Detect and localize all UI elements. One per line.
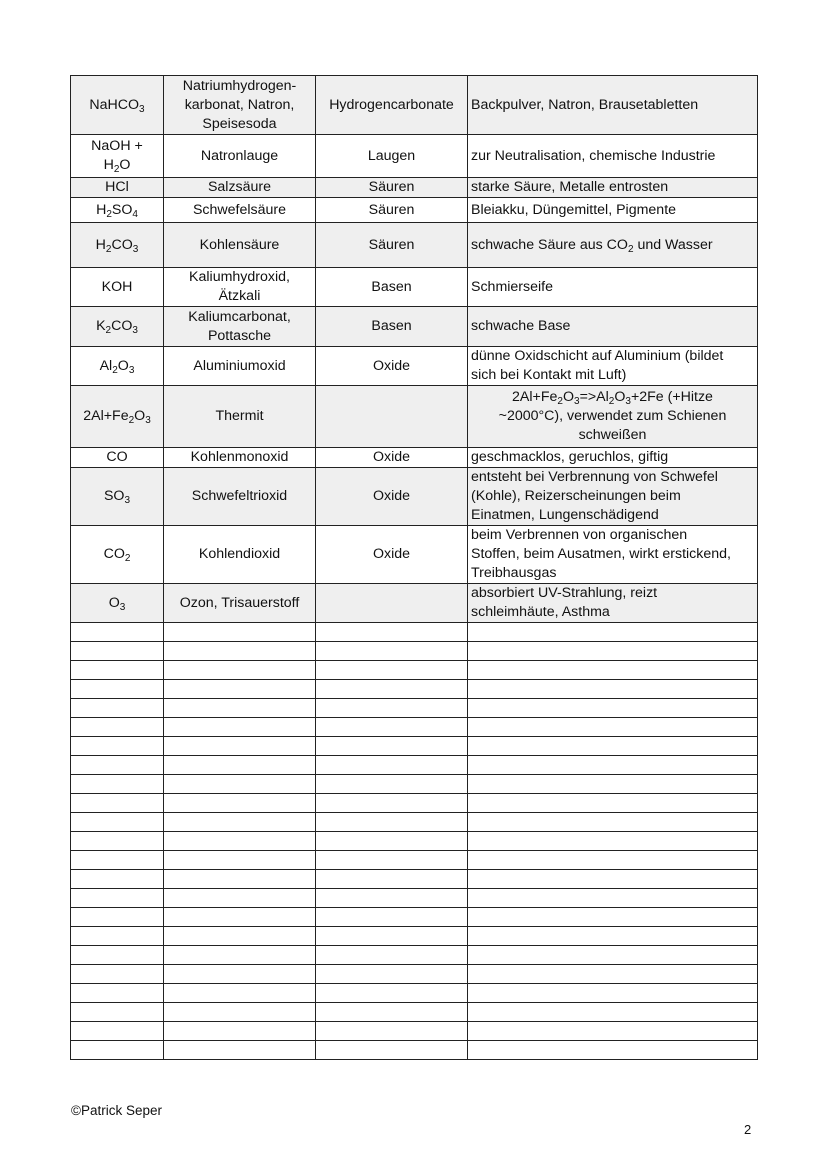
- empty-cell: [316, 794, 468, 813]
- table-row: [71, 526, 758, 584]
- class-cell: Oxide: [316, 526, 468, 584]
- copyright-footer: ©Patrick Seper: [71, 1103, 162, 1118]
- formula-cell: $H_2CO_3$: [71, 223, 164, 268]
- empty-cell: [468, 965, 758, 984]
- empty-table-row: [71, 908, 758, 927]
- empty-cell: [71, 680, 164, 699]
- class-cell: Oxide: [316, 347, 468, 386]
- empty-table-row: [71, 737, 758, 756]
- class-cell: Laugen: [316, 135, 468, 178]
- name-cell: Kohlenmonoxid: [164, 448, 316, 468]
- empty-cell: [468, 775, 758, 794]
- empty-table-row: [71, 718, 758, 737]
- formula-cell: $K_2CO_3$: [71, 307, 164, 347]
- empty-cell: [71, 642, 164, 661]
- empty-cell: [164, 642, 316, 661]
- empty-cell: [316, 908, 468, 927]
- name-cell: Schwefelsäure: [164, 198, 316, 223]
- formula-cell: $SO_3$: [71, 468, 164, 526]
- name-cell: Kaliumhydroxid, Ätzkali: [164, 268, 316, 307]
- empty-cell: [468, 1041, 758, 1060]
- empty-cell: [316, 927, 468, 946]
- empty-table-row: [71, 642, 758, 661]
- empty-cell: [316, 737, 468, 756]
- empty-table-row: [71, 680, 758, 699]
- empty-cell: [468, 642, 758, 661]
- table-row: [71, 198, 758, 223]
- empty-cell: [316, 889, 468, 908]
- empty-cell: [316, 680, 468, 699]
- empty-cell: [71, 794, 164, 813]
- empty-cell: [164, 965, 316, 984]
- empty-table-row: [71, 1003, 758, 1022]
- empty-cell: [468, 984, 758, 1003]
- empty-cell: [71, 1022, 164, 1041]
- empty-cell: [468, 908, 758, 927]
- empty-cell: [316, 661, 468, 680]
- empty-cell: [468, 927, 758, 946]
- empty-cell: [316, 756, 468, 775]
- empty-table-row: [71, 1022, 758, 1041]
- empty-cell: [316, 699, 468, 718]
- empty-cell: [316, 623, 468, 642]
- table-row: [71, 223, 758, 268]
- empty-table-row: [71, 870, 758, 889]
- empty-cell: [316, 813, 468, 832]
- class-cell: [316, 386, 468, 448]
- class-cell: Oxide: [316, 448, 468, 468]
- class-cell: Säuren: [316, 198, 468, 223]
- formula-cell: HCl: [71, 178, 164, 198]
- class-cell: Oxide: [316, 468, 468, 526]
- empty-cell: [71, 965, 164, 984]
- empty-cell: [468, 813, 758, 832]
- use-cell: $2Al+Fe_2O_3=>Al_2O_3+2Fe$ (+Hitze ~2000°C), verwendet zum Schienen schweißen: [468, 386, 758, 448]
- empty-cell: [71, 699, 164, 718]
- empty-cell: [468, 946, 758, 965]
- empty-cell: [164, 775, 316, 794]
- empty-table-row: [71, 889, 758, 908]
- table-row: [71, 268, 758, 307]
- empty-cell: [71, 984, 164, 1003]
- empty-cell: [468, 623, 758, 642]
- empty-cell: [164, 984, 316, 1003]
- empty-cell: [71, 870, 164, 889]
- empty-cell: [164, 794, 316, 813]
- formula-cell: CO: [71, 448, 164, 468]
- name-cell: Schwefeltrioxid: [164, 468, 316, 526]
- table-row: [71, 386, 758, 448]
- empty-cell: [164, 756, 316, 775]
- use-cell: dünne Oxidschicht auf Aluminium (bildet sich bei Kontakt mit Luft): [468, 347, 758, 386]
- empty-cell: [468, 756, 758, 775]
- name-cell: Thermit: [164, 386, 316, 448]
- name-cell: Kohlensäure: [164, 223, 316, 268]
- empty-table-row: [71, 756, 758, 775]
- table-row: [71, 76, 758, 135]
- formula-cell: $H_2SO_4$: [71, 198, 164, 223]
- empty-cell: [71, 927, 164, 946]
- empty-cell: [316, 1003, 468, 1022]
- empty-cell: [71, 832, 164, 851]
- empty-cell: [164, 680, 316, 699]
- formula-cell: $Al_2O_3$: [71, 347, 164, 386]
- empty-cell: [316, 1041, 468, 1060]
- table-row: [71, 448, 758, 468]
- name-cell: Kaliumcarbonat, Pottasche: [164, 307, 316, 347]
- empty-cell: [71, 1041, 164, 1060]
- formula-cell: NaHCO$_3$: [71, 76, 164, 135]
- empty-cell: [316, 642, 468, 661]
- empty-cell: [164, 1003, 316, 1022]
- empty-cell: [316, 1022, 468, 1041]
- empty-cell: [468, 1003, 758, 1022]
- empty-cell: [71, 737, 164, 756]
- empty-cell: [468, 889, 758, 908]
- class-cell: Säuren: [316, 223, 468, 268]
- empty-cell: [468, 680, 758, 699]
- empty-cell: [468, 851, 758, 870]
- formula-cell: NaOH + $H_2O$: [71, 135, 164, 178]
- use-cell: schwache Säure aus $CO_2$ und Wasser: [468, 223, 758, 268]
- empty-cell: [164, 908, 316, 927]
- empty-table-row: [71, 661, 758, 680]
- use-cell: starke Säure, Metalle entrosten: [468, 178, 758, 198]
- empty-cell: [71, 775, 164, 794]
- empty-cell: [71, 623, 164, 642]
- use-cell: beim Verbrennen von organischen Stoffen, beim Ausatmen, wirkt erstickend, Treibhausgas: [468, 526, 758, 584]
- table-row: [71, 468, 758, 526]
- use-cell: schwache Base: [468, 307, 758, 347]
- use-cell: Backpulver, Natron, Brausetabletten: [468, 76, 758, 135]
- table-row: [71, 584, 758, 623]
- name-cell: Kohlendioxid: [164, 526, 316, 584]
- empty-cell: [468, 794, 758, 813]
- empty-cell: [71, 851, 164, 870]
- class-cell: Hydrogencarbonate: [316, 76, 468, 135]
- empty-cell: [164, 737, 316, 756]
- use-cell: Schmierseife: [468, 268, 758, 307]
- empty-table-row: [71, 775, 758, 794]
- table-row: [71, 135, 758, 178]
- empty-cell: [316, 851, 468, 870]
- empty-cell: [164, 889, 316, 908]
- empty-table-row: [71, 946, 758, 965]
- empty-cell: [71, 718, 164, 737]
- empty-table-row: [71, 851, 758, 870]
- empty-cell: [468, 699, 758, 718]
- class-cell: Basen: [316, 307, 468, 347]
- empty-cell: [316, 775, 468, 794]
- table-row: [71, 307, 758, 347]
- empty-cell: [164, 813, 316, 832]
- formula-cell: $O_3$: [71, 584, 164, 623]
- class-cell: Basen: [316, 268, 468, 307]
- empty-cell: [71, 756, 164, 775]
- empty-cell: [468, 718, 758, 737]
- empty-table-row: [71, 813, 758, 832]
- use-cell: absorbiert UV-Strahlung, reizt schleimhäute, Asthma: [468, 584, 758, 623]
- formula-cell: KOH: [71, 268, 164, 307]
- name-cell: Ozon, Trisauerstoff: [164, 584, 316, 623]
- empty-cell: [164, 1022, 316, 1041]
- empty-cell: [164, 699, 316, 718]
- empty-cell: [316, 832, 468, 851]
- empty-cell: [71, 1003, 164, 1022]
- name-cell: Natriumhydrogen- karbonat, Natron, Speisesoda: [164, 76, 316, 135]
- empty-cell: [164, 870, 316, 889]
- empty-cell: [164, 946, 316, 965]
- empty-cell: [468, 1022, 758, 1041]
- empty-cell: [71, 661, 164, 680]
- empty-cell: [71, 946, 164, 965]
- empty-cell: [71, 889, 164, 908]
- empty-cell: [164, 661, 316, 680]
- empty-cell: [316, 965, 468, 984]
- empty-cell: [71, 908, 164, 927]
- chemicals-table: [70, 75, 758, 1060]
- use-cell: zur Neutralisation, chemische Industrie: [468, 135, 758, 178]
- empty-cell: [316, 718, 468, 737]
- formula-cell: $CO_2$: [71, 526, 164, 584]
- empty-cell: [164, 851, 316, 870]
- empty-cell: [316, 984, 468, 1003]
- empty-cell: [71, 813, 164, 832]
- use-cell: geschmacklos, geruchlos, giftig: [468, 448, 758, 468]
- empty-cell: [164, 1041, 316, 1060]
- empty-table-row: [71, 1041, 758, 1060]
- class-cell: Säuren: [316, 178, 468, 198]
- empty-cell: [164, 623, 316, 642]
- table-row: [71, 347, 758, 386]
- formula-cell: $2Al+Fe_2O_3$: [71, 386, 164, 448]
- empty-cell: [468, 661, 758, 680]
- empty-table-row: [71, 794, 758, 813]
- empty-table-row: [71, 927, 758, 946]
- use-cell: Bleiakku, Düngemittel, Pigmente: [468, 198, 758, 223]
- class-cell: [316, 584, 468, 623]
- empty-cell: [468, 737, 758, 756]
- empty-cell: [468, 870, 758, 889]
- empty-cell: [164, 832, 316, 851]
- empty-table-row: [71, 965, 758, 984]
- empty-table-row: [71, 984, 758, 1003]
- page-number: 2: [744, 1122, 752, 1137]
- use-cell: entsteht bei Verbrennung von Schwefel (Kohle), Reizerscheinungen beim Einatmen, Lungenschädigend: [468, 468, 758, 526]
- empty-cell: [316, 946, 468, 965]
- empty-cell: [316, 870, 468, 889]
- empty-cell: [164, 718, 316, 737]
- empty-table-row: [71, 699, 758, 718]
- empty-cell: [468, 832, 758, 851]
- name-cell: Salzsäure: [164, 178, 316, 198]
- table-row: [71, 178, 758, 198]
- empty-cell: [164, 927, 316, 946]
- name-cell: Aluminiumoxid: [164, 347, 316, 386]
- empty-table-row: [71, 623, 758, 642]
- empty-table-row: [71, 832, 758, 851]
- name-cell: Natronlauge: [164, 135, 316, 178]
